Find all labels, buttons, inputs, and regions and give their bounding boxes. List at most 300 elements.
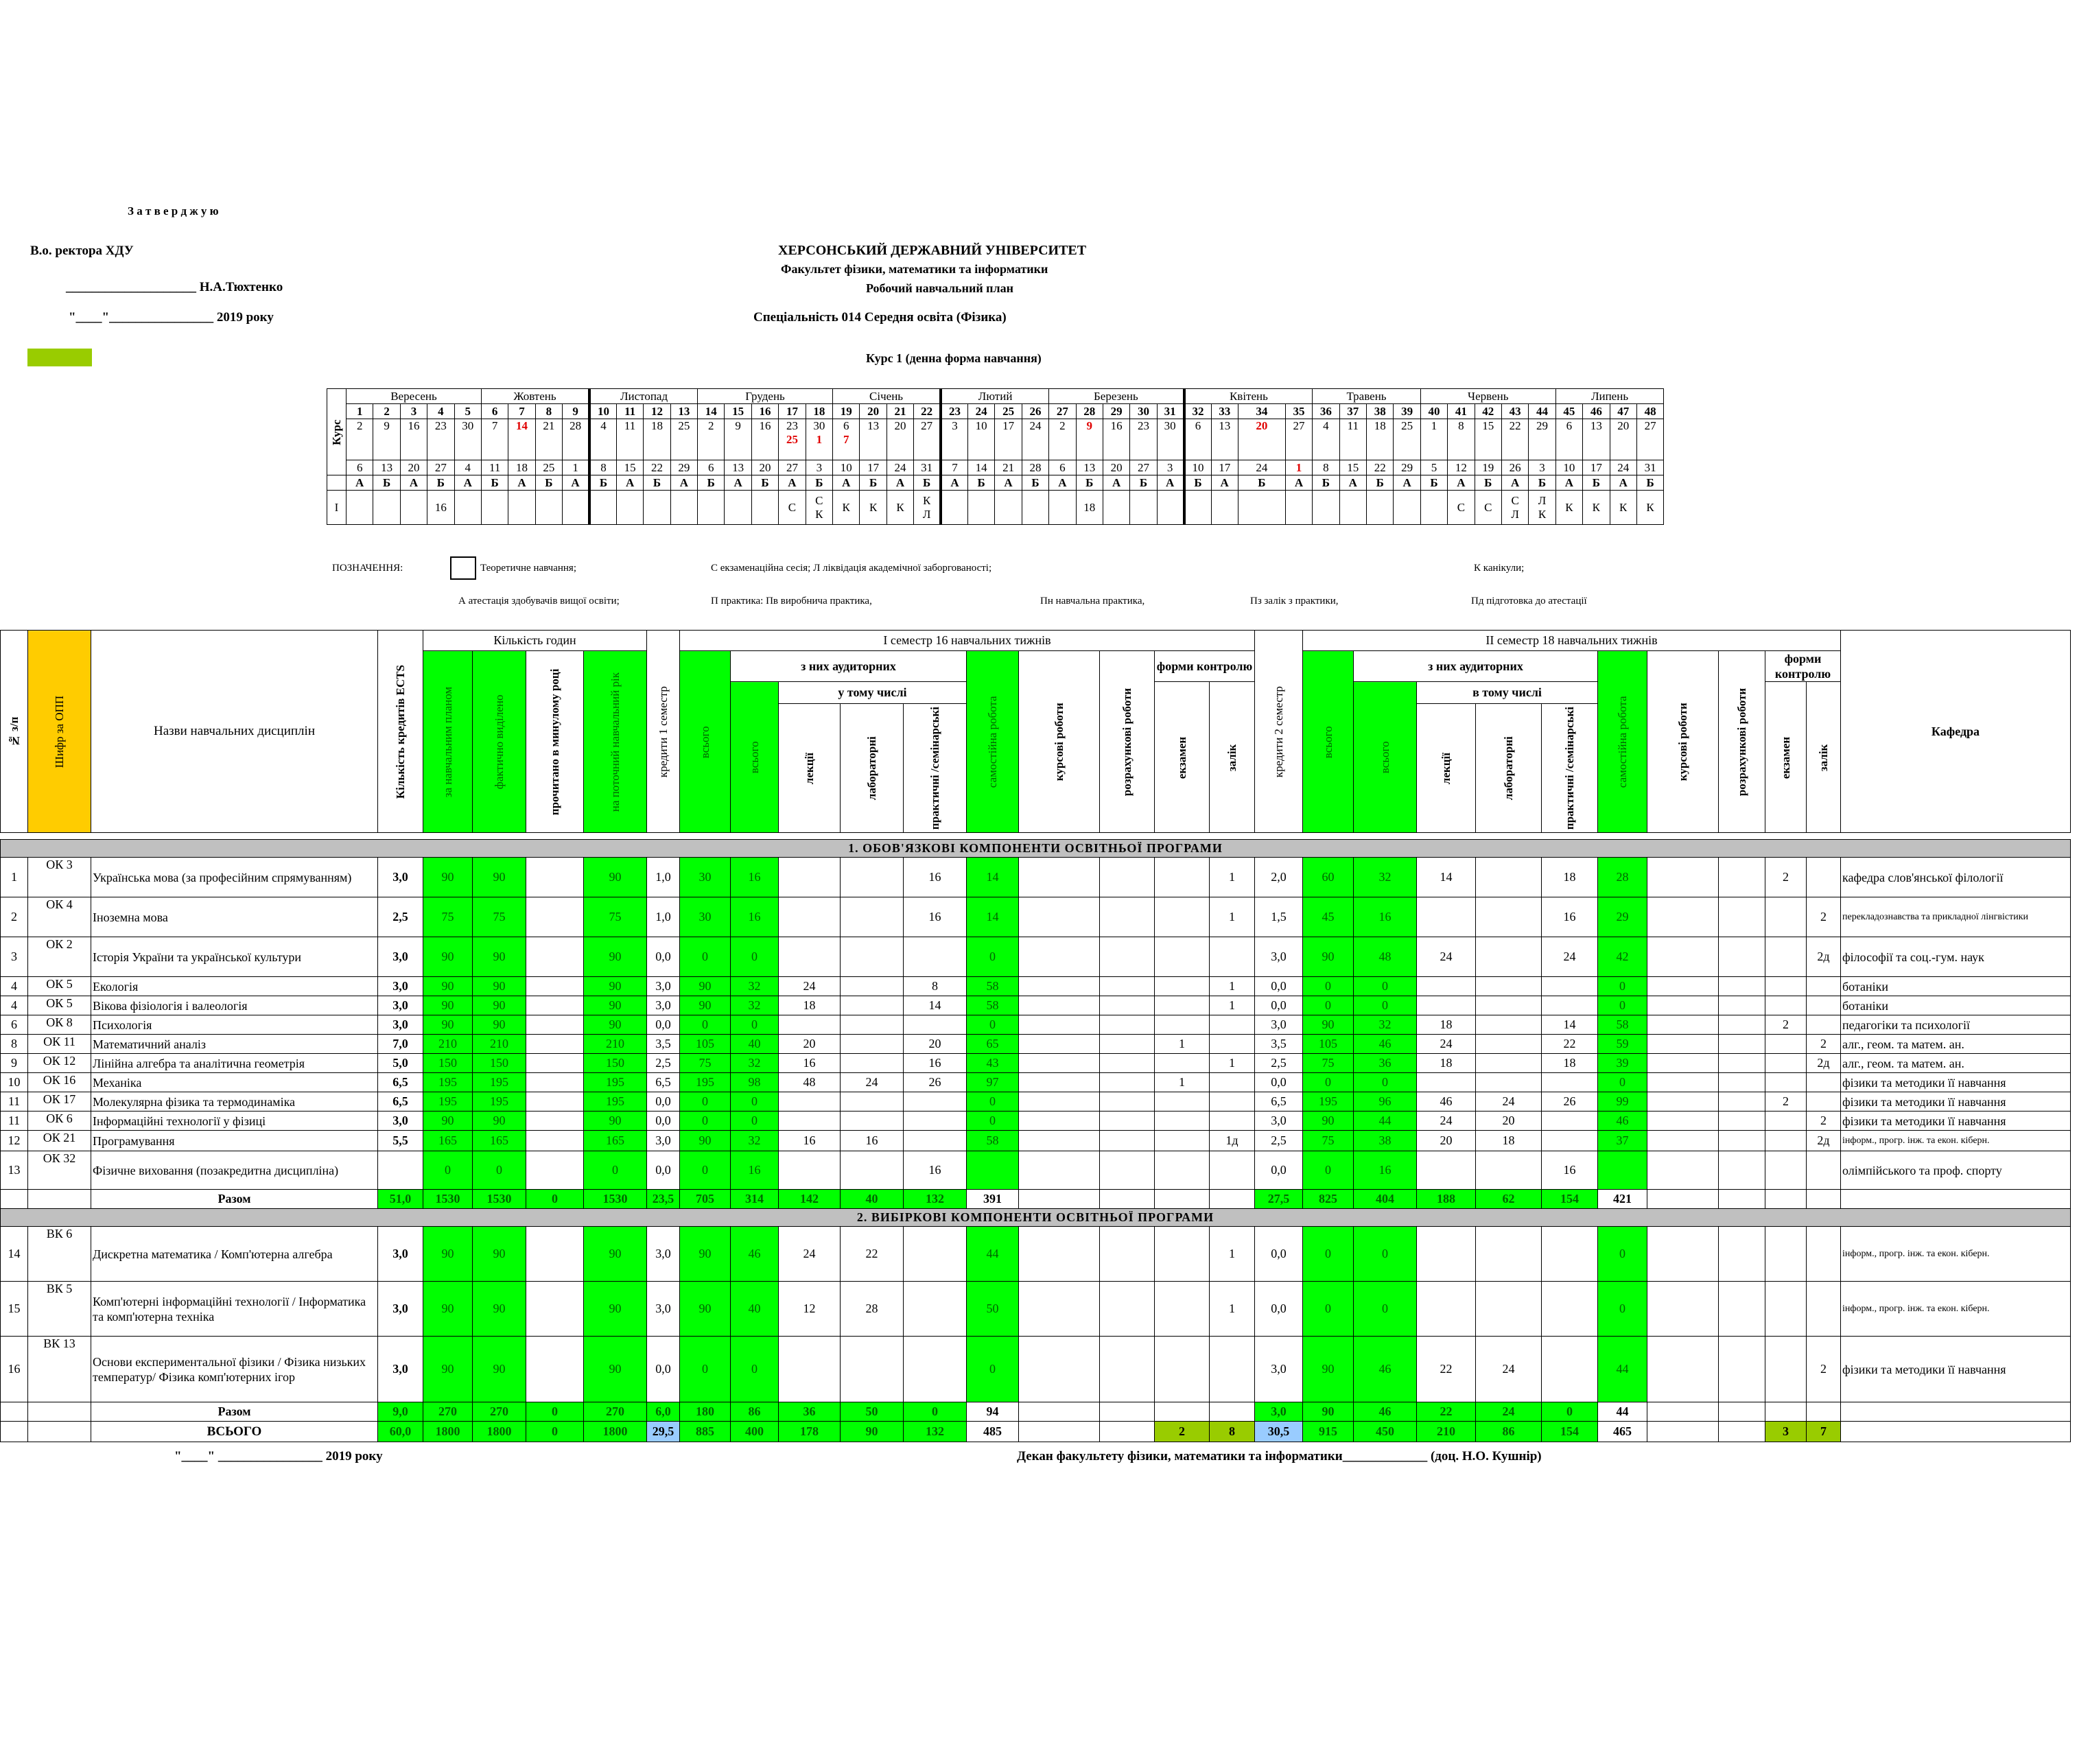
calendar-end-day: 18 [508,460,535,475]
calendar-course-label: Курс [327,389,347,475]
cell [1100,1054,1155,1073]
cell: 16 [779,1131,841,1151]
cell: 6,5 [647,1073,680,1092]
cell: 1 [1210,1054,1255,1073]
calendar-end-day: 10 [1555,460,1582,475]
calendar-value [481,491,508,525]
cell [1100,1073,1155,1092]
cell: 0 [680,1151,731,1190]
footer-date: "____" ________________ 2019 року [174,1449,383,1463]
cell: 90 [473,1227,526,1282]
calendar-week: 20 [860,404,887,419]
cell: 86 [1476,1422,1542,1442]
cell [1019,996,1100,1015]
cell [1647,937,1719,977]
cell: 20 [1476,1112,1542,1131]
cell: 0 [1303,1151,1354,1190]
cell: 1 [1210,977,1255,996]
calendar-value: 16 [427,491,454,525]
course-title: Курс 1 (денна форма навчання) [866,351,1042,365]
cell: 24 [779,1227,841,1282]
cell: 46 [1354,1402,1417,1422]
cell: Комп'ютерні інформаційні технології / Інформатика та комп'ютерна техніка [91,1282,378,1337]
calendar-end-day: 20 [1103,460,1129,475]
cell: 465 [1598,1422,1647,1442]
cell: 20 [904,1035,967,1054]
cell: ОК 3 [28,858,91,897]
cell: 14 [1417,858,1476,897]
col-lect1: лекції [779,704,841,833]
cell: 98 [731,1073,779,1092]
calendar-start-day: 18 [1367,419,1394,460]
cell: 60,0 [378,1422,423,1442]
cell: 165 [584,1131,647,1151]
cell: Фізичне виховання (позакредитна дисципліна) [91,1151,378,1190]
calendar-week: 38 [1367,404,1394,419]
cell [1841,1402,2071,1422]
cell: 105 [1303,1035,1354,1054]
cell: 90 [584,858,647,897]
cell [1719,1092,1765,1112]
calendar-start-day: 6 [1184,419,1211,460]
cell: Основи експериментальної фізики / Фізика низьких температур/ Фізика комп'ютерних ігор [91,1337,378,1402]
cell: Інформаційні технології у фізиці [91,1112,378,1131]
cell: 90 [423,996,473,1015]
cell: 46 [1417,1092,1476,1112]
calendar-value [1157,491,1184,525]
calendar-start-day: 1 [1420,419,1447,460]
calendar-ab: А [779,475,806,491]
cell [1476,1054,1542,1073]
calendar-ab: Б [373,475,400,491]
cell [1647,1092,1719,1112]
subject-row [1,1282,2071,1337]
cell [1019,1131,1100,1151]
calendar-week: 24 [967,404,994,419]
cell [1155,1227,1210,1282]
calendar-start-day: 13 [860,419,887,460]
cell: 22 [841,1227,904,1282]
calendar-week: 2 [373,404,400,419]
color-swatch [27,349,92,366]
calendar-start-day: 18 [644,419,670,460]
cell [1647,1073,1719,1092]
calendar-start-day: 27 [914,419,941,460]
approval-date: "____"________________ 2019 року [69,310,274,325]
calendar-ab: Б [1636,475,1663,491]
cell: 2,5 [1255,1054,1303,1073]
calendar-week: 25 [995,404,1022,419]
cell: 7,0 [378,1035,423,1054]
cell: 1 [1210,996,1255,1015]
col-self2: самостійна робота [1598,651,1647,833]
cell: Психологія [91,1015,378,1035]
cell: 915 [1303,1422,1354,1442]
subject-row [1,996,2071,1015]
cell: 32 [1354,1015,1417,1035]
cell: 1д [1210,1131,1255,1151]
cell: 1530 [584,1190,647,1209]
cell: 16 [731,897,779,937]
cell [1019,1227,1100,1282]
calendar-end-day: 3 [806,460,832,475]
cell: 58 [967,977,1019,996]
cell [1647,1054,1719,1073]
cell: 16 [841,1131,904,1151]
calendar-ab: А [563,475,589,491]
cell [1210,1092,1255,1112]
cell: 0 [1598,996,1647,1015]
cell [1476,897,1542,937]
calendar-ab: Б [427,475,454,491]
legend-title: ПОЗНАЧЕННЯ: [332,563,403,574]
calendar-end-day: 1 [1285,460,1312,475]
cell: ОК 5 [28,996,91,1015]
cell [1647,1151,1719,1190]
cell [1155,1190,1210,1209]
calendar-end-day: 5 [1420,460,1447,475]
calendar-week: 3 [400,404,427,419]
calendar-start-day: 23 [427,419,454,460]
cell: 1800 [473,1422,526,1442]
cell: 0 [1303,996,1354,1015]
cell [1100,1112,1155,1131]
cell [526,1073,584,1092]
cell: 2д [1807,937,1841,977]
calendar-end-day: 20 [751,460,778,475]
cell: 90 [473,996,526,1015]
calendar-end-day: 15 [1339,460,1366,475]
calendar-week: 43 [1501,404,1528,419]
cell: 37 [1598,1131,1647,1151]
calendar-week: 5 [454,404,481,419]
calendar-start-day: 29 [1529,419,1555,460]
col-prac2: практичні /семінарські [1542,704,1598,833]
cell: 705 [680,1190,731,1209]
cell: 51,0 [378,1190,423,1209]
cell: 90 [423,1227,473,1282]
calendar-start-day: 24 [1022,419,1048,460]
cell [1019,1402,1100,1422]
cell: 0 [1303,977,1354,996]
cell: 48 [1354,937,1417,977]
calendar-month: Травень [1313,389,1421,404]
legend-holidays: К канікули; [1474,563,1525,574]
cell [1019,1092,1100,1112]
cell [841,977,904,996]
cell [1765,1151,1807,1190]
cell: 16 [731,1151,779,1190]
cell: 6,5 [378,1092,423,1112]
cell: 3,0 [1255,937,1303,977]
calendar-ab: А [1285,475,1312,491]
cell: 22 [1417,1337,1476,1402]
cell: 1 [1210,1227,1255,1282]
cell [1542,1131,1598,1151]
calendar-end-day: 29 [670,460,697,475]
cell: алг., геом. та матем. ан. [1841,1054,2071,1073]
cell [1841,1422,2071,1442]
calendar-start-day: 13 [1211,419,1238,460]
col-aud1: з них аудиторних [731,651,967,682]
cell: 0 [1542,1402,1598,1422]
cell: Українська мова (за професійним спрямуванням) [91,858,378,897]
subject-row [1,1227,2071,1282]
cell: 0,0 [1255,996,1303,1015]
calendar-end-day: 31 [914,460,941,475]
cell: Іноземна мова [91,897,378,937]
cell: 391 [967,1190,1019,1209]
cell: 23,5 [647,1190,680,1209]
cell [1765,996,1807,1015]
cell: 90 [423,1015,473,1035]
col-prac1: практичні /семінарські [904,704,967,833]
cell [1719,1151,1765,1190]
cell [841,937,904,977]
cell: 0 [1354,1282,1417,1337]
cell [1765,1112,1807,1131]
cell: 0 [731,1092,779,1112]
calendar-end-day: 21 [995,460,1022,475]
cell: 0,0 [647,1112,680,1131]
cell: фізики та методики її навчання [1841,1073,2071,1092]
cell: 0 [1303,1227,1354,1282]
cell: 3,0 [1255,1015,1303,1035]
cell: 44 [967,1227,1019,1282]
col-code: Шифр за ОПП [28,631,91,833]
cell [1719,1190,1765,1209]
cell: 0 [473,1151,526,1190]
cell: 0,0 [647,1337,680,1402]
calendar-week: 27 [1049,404,1076,419]
cell: 16 [904,858,967,897]
calendar-start-day: 25 [1394,419,1420,460]
cell: 14 [967,897,1019,937]
subtotal-row [1,1402,2071,1422]
cell [1417,1227,1476,1282]
col-control1: форми контролю [1155,651,1255,682]
calendar-start-day: 30 [454,419,481,460]
cell [1719,1337,1765,1402]
cell: ВК 13 [28,1337,91,1402]
cell: 2 [1807,1112,1841,1131]
cell [1,1402,28,1422]
calendar-value [941,491,967,525]
subject-row [1,937,2071,977]
cell [841,1337,904,1402]
cell [526,937,584,977]
cell: Вікова фізіологія і валеологія [91,996,378,1015]
cell: ОК 4 [28,897,91,937]
calendar-ab: А [670,475,697,491]
cell [1155,858,1210,897]
calendar-ab: Б [860,475,887,491]
cell [1476,937,1542,977]
cell: 29,5 [647,1422,680,1442]
cell: 1 [1210,897,1255,937]
calendar-ab: А [347,475,373,491]
cell [1647,1015,1719,1035]
cell: 2 [1807,897,1841,937]
cell [1100,1151,1155,1190]
cell: 29 [1598,897,1647,937]
cell: 14 [904,996,967,1015]
calendar-end-day: 25 [535,460,562,475]
cell [1476,996,1542,1015]
cell: 0,0 [647,1151,680,1190]
cell: 24 [1476,1402,1542,1422]
col-course2: курсові роботи [1647,651,1719,833]
cell [1719,1054,1765,1073]
cell [526,1337,584,1402]
calendar-end-day: 24 [887,460,913,475]
cell: 24 [841,1073,904,1092]
calendar-ab: А [454,475,481,491]
cell [1417,1151,1476,1190]
cell: 5,0 [378,1054,423,1073]
calendar-week: 34 [1238,404,1285,419]
cell: 99 [1598,1092,1647,1112]
calendar-value [995,491,1022,525]
cell [1719,1282,1765,1337]
calendar-week: 11 [616,404,643,419]
cell: 1,0 [647,858,680,897]
cell [1019,897,1100,937]
cell: 0 [1354,1073,1417,1092]
col-incl1: у тому числі [779,682,967,704]
calendar-end-day: 26 [1501,460,1528,475]
cell: 165 [423,1131,473,1151]
cell [1647,858,1719,897]
cell: 24 [1417,1112,1476,1131]
calendar-value: С [1475,491,1501,525]
calendar-start-day: 11 [616,419,643,460]
calendar-start-day: 16 [1103,419,1129,460]
cell [1210,1073,1255,1092]
subject-row [1,977,2071,996]
calendar-value [1049,491,1076,525]
cell [967,1151,1019,1190]
cell: 0 [904,1402,967,1422]
cell: 0 [731,937,779,977]
calendar-start-day: 28 [563,419,589,460]
cell [1476,1282,1542,1337]
calendar-value: К [833,491,860,525]
cell [1719,858,1765,897]
cell: 32 [1354,858,1417,897]
calendar-ab: А [1049,475,1076,491]
cell: 90 [473,937,526,977]
calendar-end-day: 11 [481,460,508,475]
calendar-week: 4 [427,404,454,419]
cell [1019,977,1100,996]
cell: 62 [1476,1190,1542,1209]
cell [779,858,841,897]
cell: ОК 17 [28,1092,91,1112]
cell [1542,1227,1598,1282]
cell: Програмування [91,1131,378,1151]
cell [1100,1015,1155,1035]
cell [1647,1402,1719,1422]
cell [1155,937,1210,977]
cell [526,1015,584,1035]
cell: ВСЬОГО [91,1422,378,1442]
cell: 90 [680,1131,731,1151]
cell [1647,1131,1719,1151]
cell [1476,1227,1542,1282]
cell [1417,897,1476,937]
calendar-week: 30 [1130,404,1157,419]
calendar-end-day: 6 [1049,460,1076,475]
legend-theory: Теоретичне навчання; [480,563,576,574]
col-credit2: залік [1807,682,1841,833]
cell [1765,1282,1807,1337]
cell [1542,1337,1598,1402]
cell: 45 [1303,897,1354,937]
col-calc2: розрахункові роботи [1719,651,1765,833]
calendar-week: 23 [941,404,967,419]
cell [1210,1151,1255,1190]
cell: 75 [473,897,526,937]
rector-label: В.о. ректора ХДУ [30,244,134,258]
cell: 24 [1476,1092,1542,1112]
cell: 0 [731,1015,779,1035]
calendar-start-day: 15 [1475,419,1501,460]
cell [526,1092,584,1112]
calendar-ab: Б [1130,475,1157,491]
calendar-week: 47 [1610,404,1636,419]
cell: 1 [1,858,28,897]
cell [1841,1190,2071,1209]
cell: 90 [1303,1402,1354,1422]
calendar-end-day: 7 [941,460,967,475]
col-sem2: ІІ семестр 18 навчальних тижнів [1303,631,1841,651]
col-last-year: прочитано в минулому році [526,651,584,833]
calendar-ab: Б [644,475,670,491]
calendar-end-day: 13 [1076,460,1103,475]
cell: 1,5 [1255,897,1303,937]
cell: 90 [680,1227,731,1282]
calendar-start-day: 7 [481,419,508,460]
cell: 195 [473,1092,526,1112]
cell: 24 [1417,1035,1476,1054]
calendar-value [1130,491,1157,525]
cell [1155,1054,1210,1073]
cell: 150 [423,1054,473,1073]
calendar-month: Червень [1420,389,1555,404]
cell [779,1015,841,1035]
cell: 16 [1542,897,1598,937]
calendar-end-day: 31 [1636,460,1663,475]
cell: 825 [1303,1190,1354,1209]
cell: 0,0 [1255,1227,1303,1282]
cell: 150 [584,1054,647,1073]
subject-row [1,1015,2071,1035]
cell: 10 [1,1073,28,1092]
cell: 3,0 [647,977,680,996]
col-actual: фактично виділено [473,651,526,833]
calendar-ab: Б [967,475,994,491]
calendar-end-day: 14 [967,460,994,475]
cell [779,897,841,937]
col-hours: Кількість годин [423,631,647,651]
calendar-week: 39 [1394,404,1420,419]
calendar-value [725,491,751,525]
cell [378,1151,423,1190]
calendar-start-day: 13 [1583,419,1610,460]
cell: 400 [731,1422,779,1442]
calendar-end-day: 28 [1022,460,1048,475]
